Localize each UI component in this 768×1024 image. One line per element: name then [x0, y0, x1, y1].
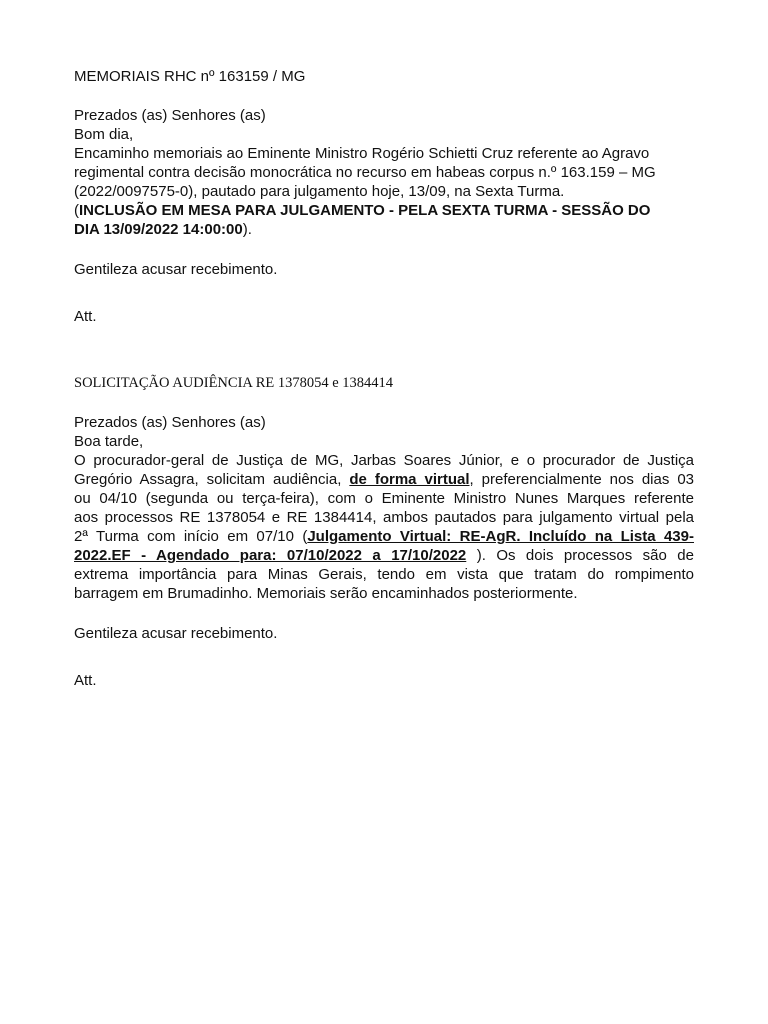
memo2-body-line: extrema importância para Minas Gerais, tendo em vista que tratam do rompimento — [74, 566, 694, 583]
memo2-greeting: Prezados (as) Senhores (as) — [74, 414, 266, 431]
memo1-inclusion-date: DIA 13/09/2022 14:00:00 — [74, 221, 243, 238]
memo1-body-line: (2022/0097575-0), pautado para julgamento hoje, 13/09, na Sexta Turma. — [74, 183, 565, 200]
memo2-body-line: aos processos RE 1378054 e RE 1384414, ambos pautados para julgamento virtual pela — [74, 509, 694, 526]
memo1-ack: Gentileza acusar recebimento. — [74, 261, 278, 278]
memo1-body-line: regimental contra decisão monocrática no recurso em habeas corpus n.º 163.159 – MG — [74, 164, 656, 181]
memo1-salutation: Bom dia, — [74, 126, 134, 143]
memo1-inclusion-line: DIA 13/09/2022 14:00:00). — [74, 221, 252, 238]
memo2-greeting-block — [74, 413, 694, 451]
memo2-body — [74, 451, 694, 603]
memo2-body-line: Gregório Assagra, solicitam audiência, de forma virtual, preferencialmente nos dias 03 — [74, 471, 694, 488]
memo2-body-line: ou 04/10 (segunda ou terça-feira), com o Eminente Ministro Nunes Marques referente — [74, 490, 694, 507]
memo2-body-line: barragem em Brumadinho. Memoriais serão encaminhados posteriormente. — [74, 585, 578, 602]
memo2-salutation: Boa tarde, — [74, 433, 144, 450]
memo2-virtual-emphasis: de forma virtual — [349, 471, 470, 488]
memo1-signoff: Att. — [74, 308, 97, 325]
memo2-body-line: 2ª Turma com início em 07/10 (Julgamento Virtual: RE-AgR. Incluído na Lista 439- — [74, 528, 694, 545]
memo1-body — [74, 106, 694, 239]
memo1-body-line: Encaminho memoriais ao Eminente Ministro Rogério Schietti Cruz referente ao Agravo — [74, 145, 650, 162]
memo2-title: SOLICITAÇÃO AUDIÊNCIA RE 1378054 e 1384414 — [74, 375, 394, 391]
memo2-schedule-emphasis: 2022.EF - Agendado para: 07/10/2022 a 17/10/2022 — [74, 547, 467, 564]
memo1-greeting: Prezados (as) Senhores (as) — [74, 107, 266, 124]
memo1-inclusion-bold: INCLUSÃO EM MESA PARA JULGAMENTO - PELA SEXTA TURMA - SESSÃO DO — [79, 202, 651, 219]
memo2-ack: Gentileza acusar recebimento. — [74, 625, 278, 642]
memo2-body-line: 2022.EF - Agendado para: 07/10/2022 a 17/10/2022 ). Os dois processos são de — [74, 547, 694, 564]
memo2-judgment-emphasis: Julgamento Virtual: RE-AgR. Incluído na Lista 439- — [307, 528, 694, 545]
memo1-title: MEMORIAIS RHC nº 163159 / MG — [74, 68, 306, 85]
memo1-inclusion-line: (INCLUSÃO EM MESA PARA JULGAMENTO - PELA SEXTA TURMA - SESSÃO DO — [74, 202, 651, 219]
memo2-signoff: Att. — [74, 672, 97, 689]
memo2-body-line: O procurador-geral de Justiça de MG, Jarbas Soares Júnior, e o procurador de Justiça — [74, 452, 694, 469]
